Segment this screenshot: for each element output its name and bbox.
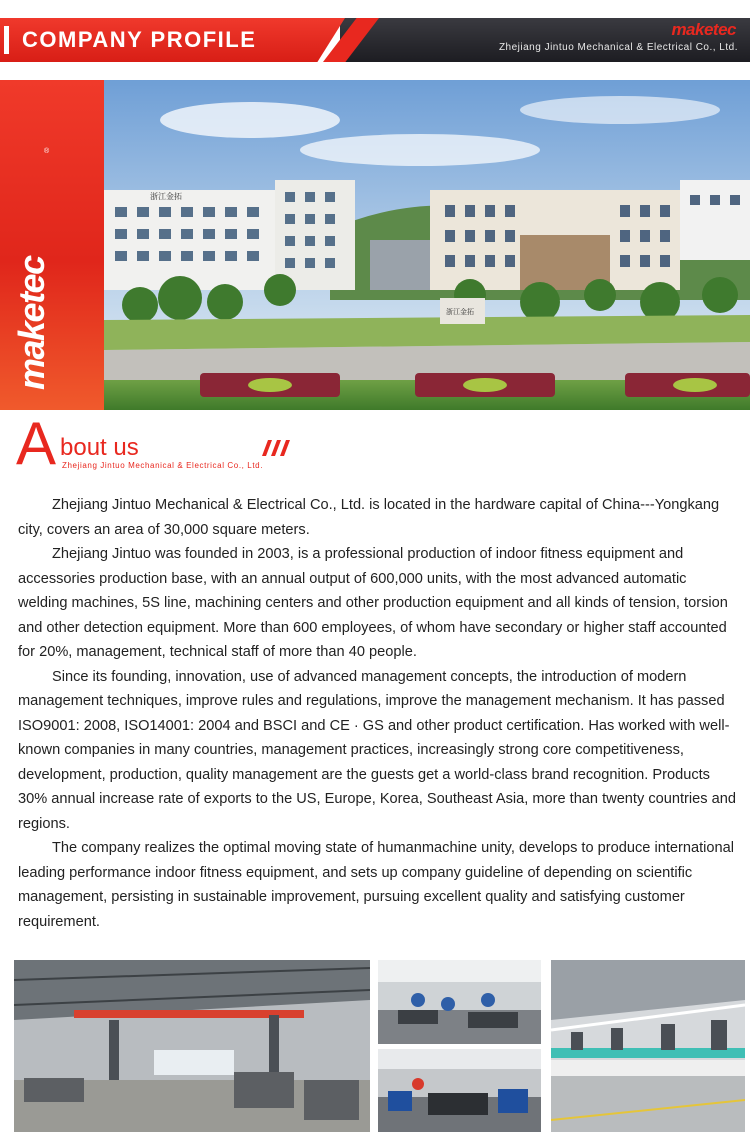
workshop-hall-photo bbox=[14, 960, 370, 1132]
about-heading bbox=[16, 410, 316, 478]
about-subtitle: Zhejiang Jintuo Mechanical & Electrical Co., Ltd. bbox=[62, 461, 264, 470]
building-sign-text: 浙江金拓 bbox=[150, 192, 182, 201]
production-floor-photo bbox=[378, 1049, 541, 1132]
factory-campus-photo bbox=[0, 80, 750, 410]
production-line-photo bbox=[551, 960, 745, 1132]
hero-section bbox=[0, 80, 750, 410]
about-initial: A bbox=[16, 410, 57, 477]
paragraph-founding: Zhejiang Jintuo was founded in 2003, is a professional production of indoor fitness equipment and accessories production base, with an annual output of 600,000 units, with the most advanced automatic welding machines, 5S line, machining centers and other production equipment and all kinds of tension, torsion and other detection equipment. More than 600 employees, of whom have secondary or higher staff accounted for 20%, management, technical staff of more than 40 people. bbox=[18, 546, 728, 660]
page-title: COMPANY PROFILE bbox=[22, 27, 257, 52]
slash-decoration-icon bbox=[262, 440, 290, 456]
paragraph-guideline: The company realizes the optimal moving state of humanmachine unity, develops to produce international leading performance indoor fitness equipment, and sets up company guideline of depending on scientific management, persisting in sustainable improvement, pursuing excellent quality and satisfying customer requirement. bbox=[18, 840, 734, 930]
paragraph-growth: Since its founding, innovation, use of advanced management concepts, the introduction of modern management techniques, improve rules and regulations, improve the management mechanism. It has passed ISO9001: 2008, ISO14001: 2004 and BSCI and CE · GS and other product certification. Has worked with well-known companies in many countries, management practices, increasingly strong core competitiveness, development, production, quality management are the guests get a world-class brand recognition. Products 30% annual increase rate of exports to the US, Europe, Korea, Southeast Asia, more than twenty countries and regions. bbox=[18, 668, 736, 832]
paragraph-location: Zhejiang Jintuo Mechanical & Electrical Co., Ltd. is located in the hardware capital of China---Yongkang city, covers an area of 30,000 square meters. bbox=[18, 497, 720, 538]
about-title: bout us bbox=[60, 434, 139, 461]
gate-sign-text: 浙江金拓 bbox=[446, 308, 474, 316]
about-body bbox=[18, 493, 736, 934]
page-header bbox=[0, 0, 750, 80]
brand-logo: maketec bbox=[671, 20, 736, 39]
registered-mark: ® bbox=[44, 148, 50, 155]
header-edge-mark bbox=[4, 26, 9, 54]
assembly-line-photo bbox=[378, 960, 541, 1044]
side-brand-logo: maketec bbox=[11, 256, 52, 390]
header-company-name: Zhejiang Jintuo Mechanical & Electrical Co., Ltd. bbox=[498, 42, 738, 53]
factory-photo-gallery bbox=[0, 958, 750, 1145]
